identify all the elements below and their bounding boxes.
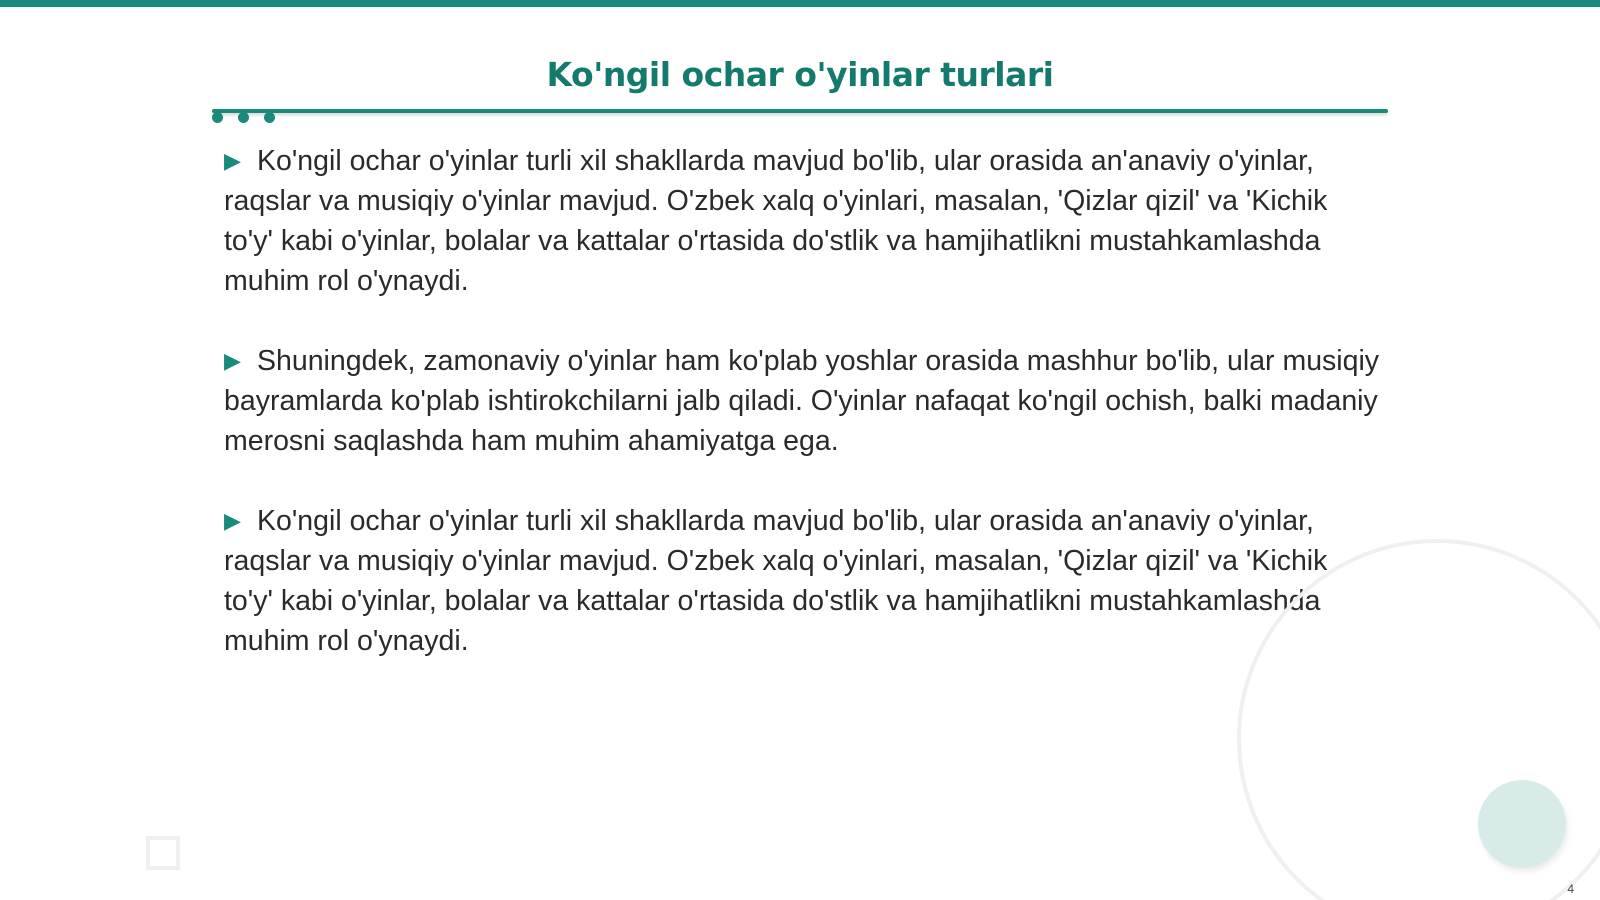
triangle-bullet-icon: ▶ <box>224 348 241 373</box>
top-accent-bar <box>0 0 1600 7</box>
bullet-paragraph <box>224 501 1384 661</box>
triangle-bullet-icon: ▶ <box>224 508 241 533</box>
decor-dot <box>212 112 223 123</box>
bullet-paragraph <box>224 141 1384 301</box>
bullet-paragraph <box>224 341 1384 461</box>
paragraph-text: Ko'ngil ochar o'yinlar turli xil shakllarda mavjud bo'lib, ular orasida an'anaviy o'yinlar, raqslar va musiqiy o'yinlar mavjud. O'zbek xalq o'yinlari, masalan, 'Qizlar qizil' va 'Kichik to'y' kabi o'yinlar, bolalar va kattalar o'rtasida do'stlik va hamjihatlikni mustahkamlashda muhim rol o'ynaydi. <box>224 505 1328 657</box>
decorative-circle <box>1478 780 1566 868</box>
paragraph-text: Ko'ngil ochar o'yinlar turli xil shakllarda mavjud bo'lib, ular orasida an'anaviy o'yinlar, raqslar va musiqiy o'yinlar mavjud. O'zbek xalq o'yinlari, masalan, 'Qizlar qizil' va 'Kichik to'y' kabi o'yinlar, bolalar va kattalar o'rtasida do'stlik va hamjihatlikni mustahkamlashda muhim rol o'ynaydi. <box>224 145 1328 297</box>
title-underline <box>212 109 1388 113</box>
decor-dot <box>264 112 275 123</box>
bullet-list <box>224 141 1384 701</box>
page-number: 4 <box>1567 882 1574 896</box>
decorative-square <box>146 836 180 870</box>
triangle-bullet-icon: ▶ <box>224 148 241 173</box>
slide-title: Ko'ngil ochar o'yinlar turlari <box>546 55 1054 94</box>
decor-dot <box>238 112 249 123</box>
paragraph-text: Shuningdek, zamonaviy o'yinlar ham ko'plab yoshlar orasida mashhur bo'lib, ular musiqiy bayramlarda ko'plab ishtirokchilarni jalb qiladi. O'yinlar nafaqat ko'ngil ochish, balki madaniy merosni saqlashda ham muhim ahamiyatga ega. <box>224 345 1380 457</box>
